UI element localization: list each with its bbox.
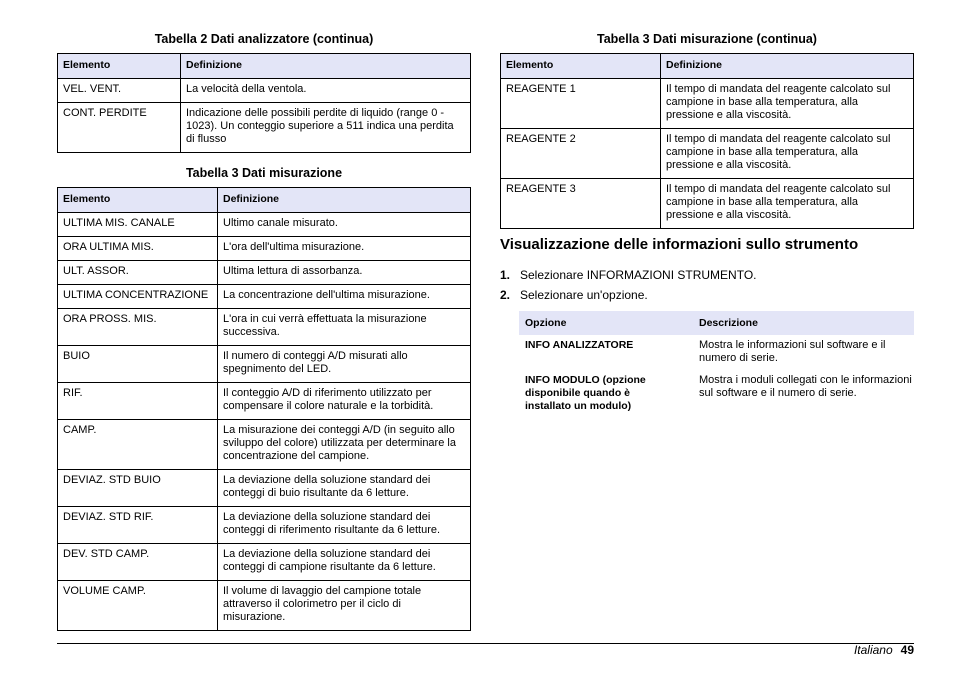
cell-definizione: La velocità della ventola. bbox=[181, 79, 471, 103]
table3-caption: Tabella 3 Dati misurazione bbox=[185, 166, 343, 180]
cell-elemento: DEVIAZ. STD RIF. bbox=[58, 507, 218, 544]
table-header-row bbox=[58, 188, 471, 213]
cell-elemento: REAGENTE 2 bbox=[501, 129, 661, 179]
options-table bbox=[519, 311, 914, 413]
cell-definizione: La deviazione della soluzione standard dei conteggi di riferimento risultante da 6 letture. bbox=[218, 507, 471, 544]
table-row bbox=[58, 237, 471, 261]
table-row bbox=[501, 129, 914, 179]
table-row bbox=[58, 79, 471, 103]
cell-elemento: ORA ULTIMA MIS. bbox=[58, 237, 218, 261]
step-number: 1. bbox=[500, 268, 511, 282]
step-item bbox=[500, 288, 756, 308]
cell-definizione: Il volume di lavaggio del campione totale attraverso il colorimetro per il ciclo di misurazione. bbox=[218, 581, 471, 631]
header-elemento: Elemento bbox=[58, 54, 181, 79]
cell-definizione: Il tempo di mandata del reagente calcolato sul campione in base alla temperatura, alla pressione e alla viscosità. bbox=[661, 129, 914, 179]
table-row bbox=[58, 213, 471, 237]
cell-elemento: CAMP. bbox=[58, 420, 218, 470]
cell-definizione: Ultimo canale misurato. bbox=[218, 213, 471, 237]
step-text: Selezionare un'opzione. bbox=[520, 288, 648, 302]
footer-language: Italiano bbox=[853, 643, 893, 657]
page-number: 49 bbox=[900, 643, 914, 657]
cell-definizione: Ultima lettura di assorbanza. bbox=[218, 261, 471, 285]
footer-divider bbox=[57, 643, 914, 644]
table-row bbox=[58, 507, 471, 544]
section-title: Visualizzazione delle informazioni sullo strumento bbox=[500, 236, 859, 253]
step-text: Selezionare INFORMAZIONI STRUMENTO. bbox=[520, 268, 757, 282]
header-opzione: Opzione bbox=[525, 317, 567, 329]
table-row bbox=[58, 261, 471, 285]
cell-definizione: L'ora dell'ultima misurazione. bbox=[218, 237, 471, 261]
header-elemento: Elemento bbox=[58, 188, 218, 213]
options-row bbox=[519, 335, 914, 365]
table-row bbox=[58, 420, 471, 470]
cell-elemento: DEVIAZ. STD BUIO bbox=[58, 470, 218, 507]
cell-definizione: Indicazione delle possibili perdite di liquido (range 0 - 1023). Un conteggio superiore a 511 indica una perdita di flusso bbox=[181, 103, 471, 153]
header-elemento: Elemento bbox=[501, 54, 661, 79]
table-header-row bbox=[501, 54, 914, 79]
cell-elemento: ULTIMA MIS. CANALE bbox=[58, 213, 218, 237]
table2-caption: Tabella 2 Dati analizzatore (continua) bbox=[154, 32, 374, 46]
step-item bbox=[500, 268, 756, 288]
option-description: Mostra le informazioni sul software e il numero di serie. bbox=[699, 339, 886, 364]
option-name: INFO ANALIZZATORE bbox=[525, 339, 634, 351]
cell-definizione: La misurazione dei conteggi A/D (in seguito allo sviluppo del colore) utilizzata per determinare la concentrazione del campione. bbox=[218, 420, 471, 470]
table-row bbox=[58, 103, 471, 153]
step-number: 2. bbox=[500, 288, 511, 302]
page-footer bbox=[854, 643, 914, 657]
cell-elemento: VEL. VENT. bbox=[58, 79, 181, 103]
cell-definizione: L'ora in cui verrà effettuata la misurazione successiva. bbox=[218, 309, 471, 346]
table-row bbox=[58, 544, 471, 581]
steps-list bbox=[500, 268, 756, 308]
cell-elemento: DEV. STD CAMP. bbox=[58, 544, 218, 581]
option-name: INFO MODULO (opzione disponibile quando è installato un modulo) bbox=[525, 374, 646, 412]
header-definizione: Definizione bbox=[181, 54, 471, 79]
option-description: Mostra i moduli collegati con le informazioni sul software e il numero di serie. bbox=[699, 374, 912, 399]
table-row bbox=[58, 383, 471, 420]
cell-definizione: Il tempo di mandata del reagente calcolato sul campione in base alla temperatura, alla pressione e alla viscosità. bbox=[661, 179, 914, 229]
cell-elemento: ORA PROSS. MIS. bbox=[58, 309, 218, 346]
table-row bbox=[501, 79, 914, 129]
table-row bbox=[58, 346, 471, 383]
table3-continued-caption: Tabella 3 Dati misurazione (continua) bbox=[597, 32, 817, 46]
table-row bbox=[58, 285, 471, 309]
cell-elemento: VOLUME CAMP. bbox=[58, 581, 218, 631]
cell-definizione: Il numero di conteggi A/D misurati allo spegnimento del LED. bbox=[218, 346, 471, 383]
table2 bbox=[57, 53, 471, 153]
cell-definizione: Il conteggio A/D di riferimento utilizzato per compensare il colore naturale e la torbidità. bbox=[218, 383, 471, 420]
cell-elemento: REAGENTE 3 bbox=[501, 179, 661, 229]
table-row bbox=[58, 470, 471, 507]
left-column bbox=[57, 32, 471, 631]
table-header-row bbox=[58, 54, 471, 79]
cell-definizione: Il tempo di mandata del reagente calcolato sul campione in base alla temperatura, alla pressione e alla viscosità. bbox=[661, 79, 914, 129]
cell-definizione: La concentrazione dell'ultima misurazione. bbox=[218, 285, 471, 309]
cell-elemento: ULT. ASSOR. bbox=[58, 261, 218, 285]
cell-definizione: La deviazione della soluzione standard dei conteggi di campione risultante da 6 letture. bbox=[218, 544, 471, 581]
cell-elemento: REAGENTE 1 bbox=[501, 79, 661, 129]
cell-definizione: La deviazione della soluzione standard dei conteggi di buio risultante da 6 letture. bbox=[218, 470, 471, 507]
table-row bbox=[58, 309, 471, 346]
options-row bbox=[519, 365, 914, 413]
header-descrizione: Descrizione bbox=[699, 316, 758, 329]
options-header-row bbox=[519, 311, 914, 335]
table-row bbox=[501, 179, 914, 229]
cell-elemento: ULTIMA CONCENTRAZIONE bbox=[58, 285, 218, 309]
cell-elemento: RIF. bbox=[58, 383, 218, 420]
cell-elemento: CONT. PERDITE bbox=[58, 103, 181, 153]
table-row bbox=[58, 581, 471, 631]
header-definizione: Definizione bbox=[218, 188, 471, 213]
right-column bbox=[500, 32, 914, 229]
header-definizione: Definizione bbox=[661, 54, 914, 79]
cell-elemento: BUIO bbox=[58, 346, 218, 383]
table3 bbox=[57, 187, 471, 631]
table3-continued bbox=[500, 53, 914, 229]
